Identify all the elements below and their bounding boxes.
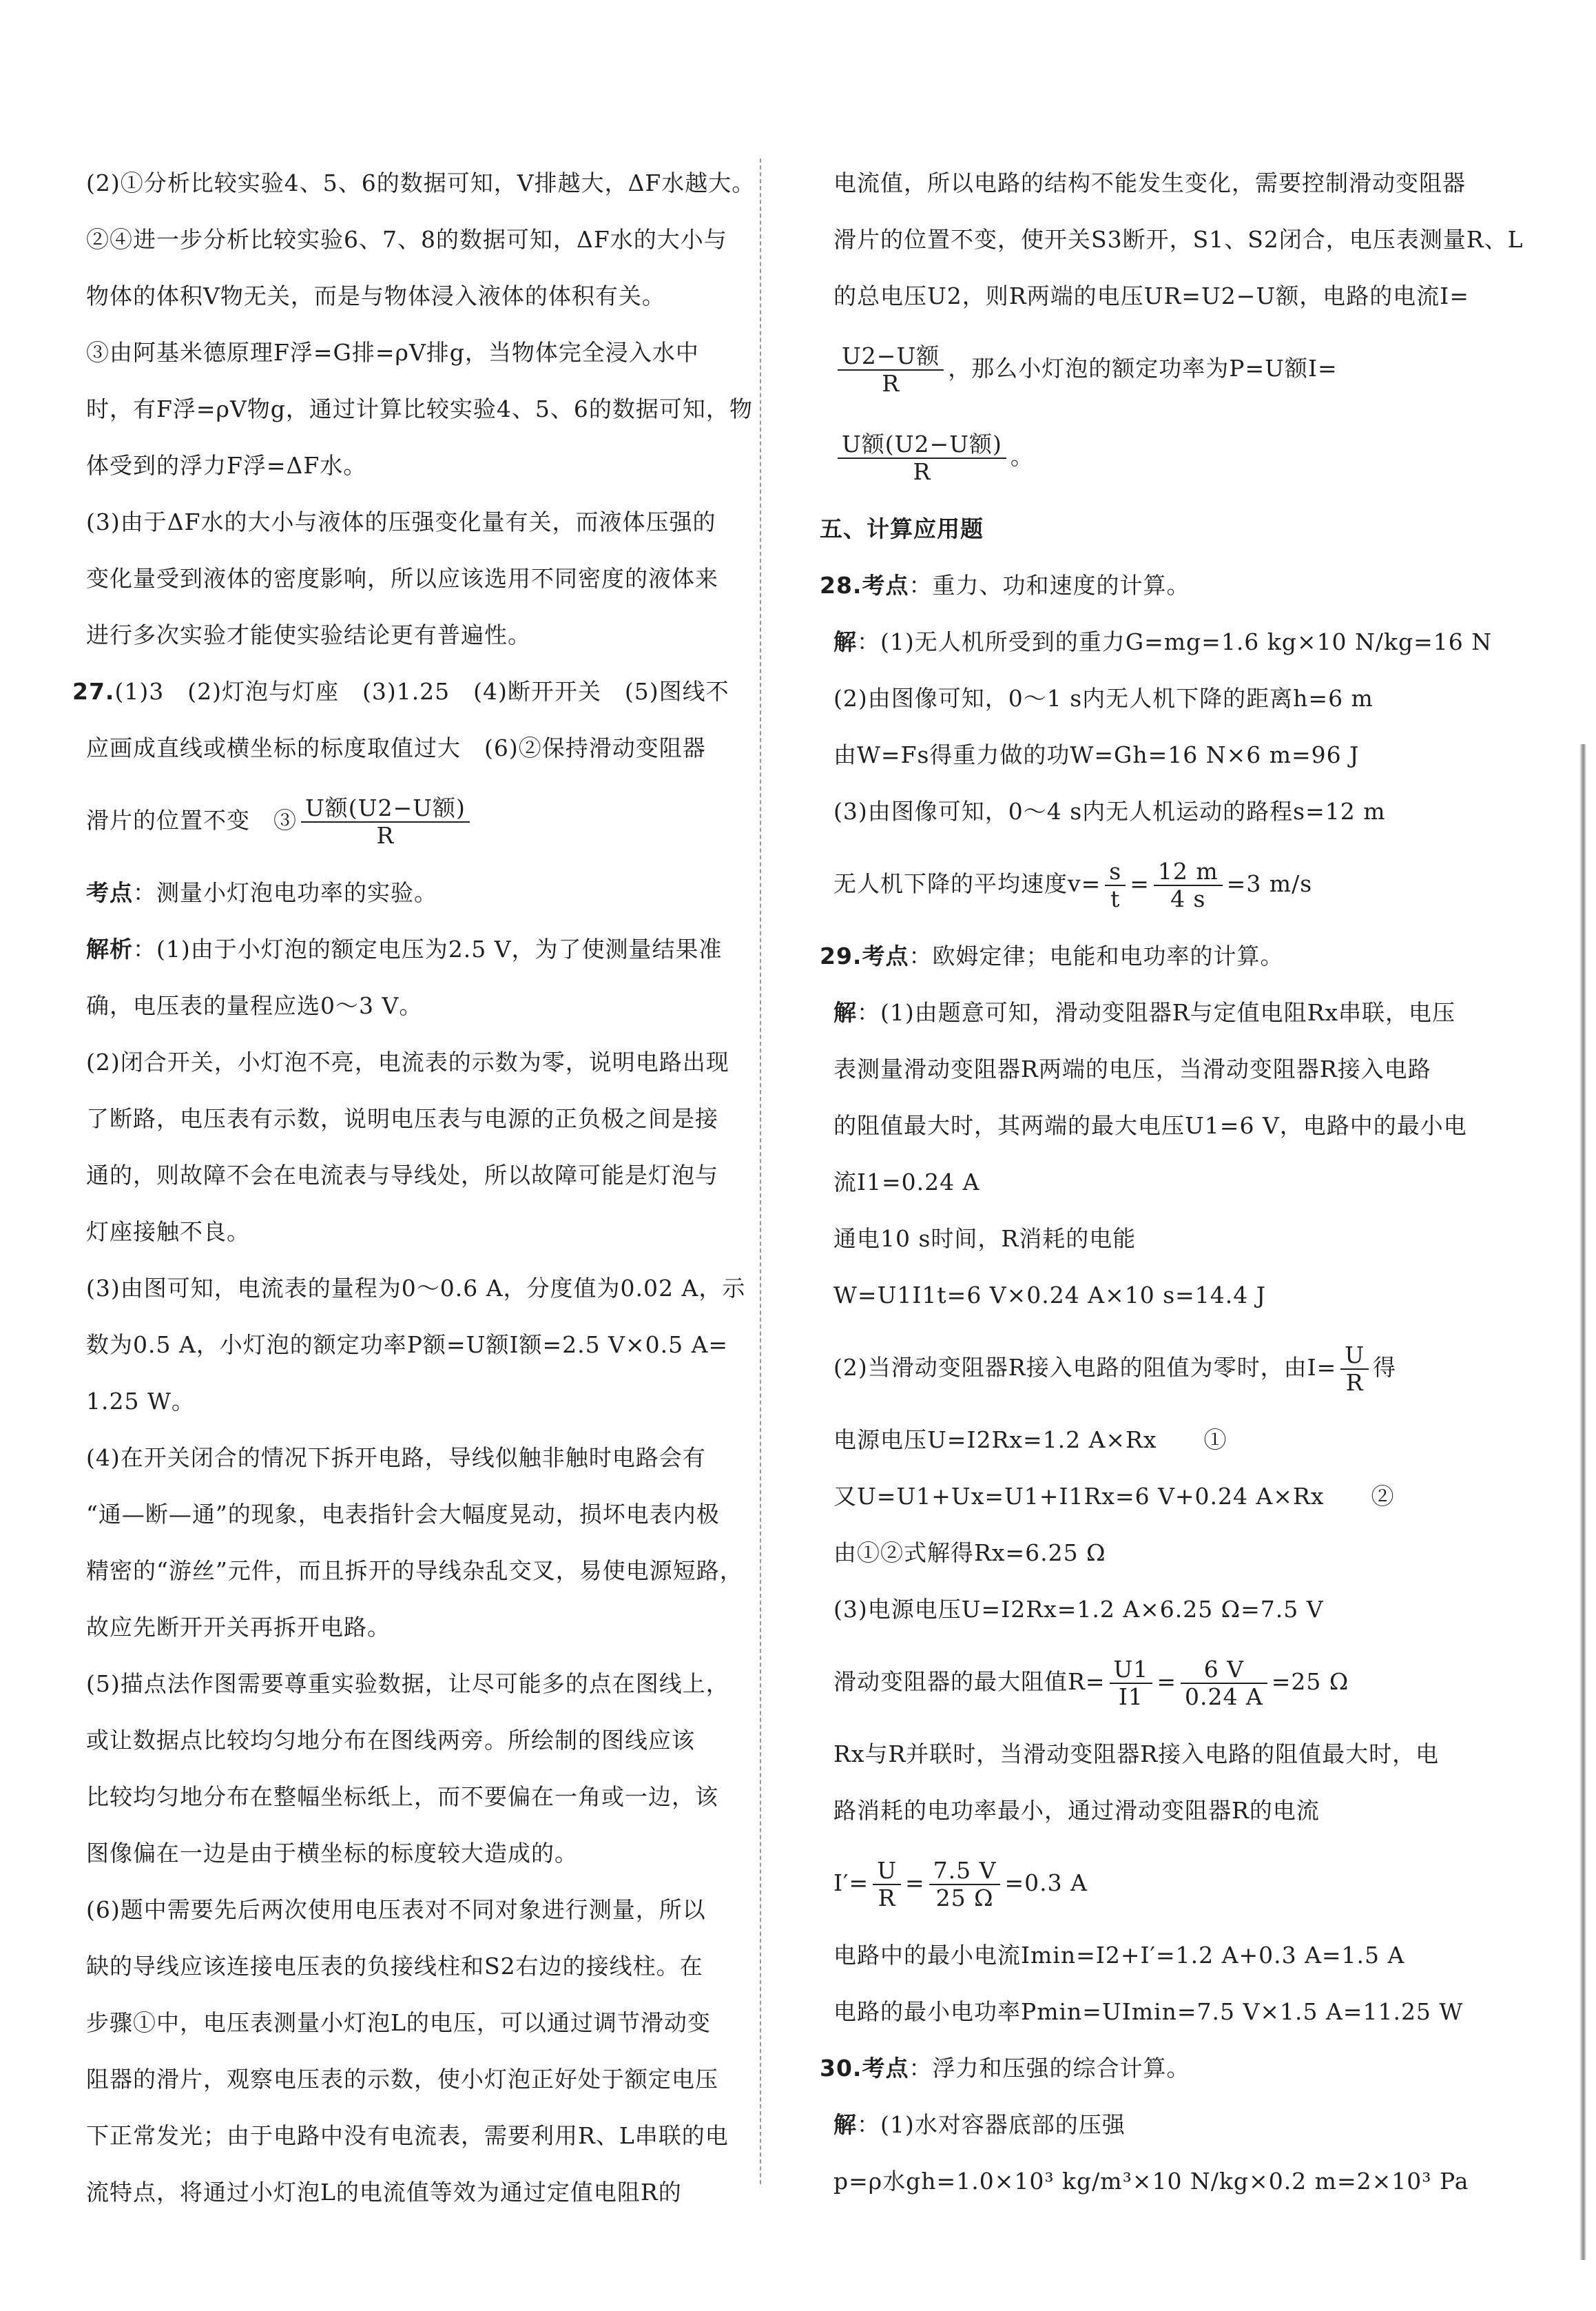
- formula-text: =: [1130, 870, 1150, 897]
- fraction-numerator: U2−U额: [838, 343, 944, 371]
- fraction-numerator: 7.5 V: [929, 1858, 1001, 1885]
- fraction-numerator: 12 m: [1154, 859, 1223, 886]
- text-line: 时，有F浮=ρV物g，通过计算比较实验4、5、6的数据可知，物: [86, 396, 753, 422]
- formula-line: [820, 840, 1522, 928]
- formula-text: 得: [1373, 1354, 1397, 1381]
- fraction-numerator: U额(U2−U额): [838, 431, 1006, 459]
- text-line: 灯座接触不良。: [86, 1218, 250, 1245]
- text-line: 阻器的滑片，观察电压表的示数，使小灯泡正好处于额定电压: [86, 2066, 718, 2093]
- jie-label: 解: [833, 628, 857, 655]
- fraction: [1181, 1656, 1267, 1710]
- formula-text: 。: [1010, 443, 1034, 470]
- fraction-numerator: 6 V: [1181, 1656, 1267, 1684]
- text-line: 图像偏在一边是由于横坐标的标度较大造成的。: [86, 1840, 578, 1867]
- text-line: 进行多次实验才能使实验结论更有普遍性。: [86, 622, 531, 648]
- text-line: (2)由图像可知，0～1 s内无人机下降的距离h=6 m: [833, 685, 1374, 712]
- text-line: ②④进一步分析比较实验6、7、8的数据可知，ΔF水的大小与: [86, 226, 727, 253]
- text-line: 由①②式解得Rx=6.25 Ω: [833, 1539, 1106, 1566]
- formula-text: 无人机下降的平均速度v=: [833, 870, 1101, 897]
- text-line: 物体的体积V物无关，而是与物体浸入液体的体积有关。: [86, 283, 665, 309]
- fraction-denominator: R: [882, 370, 900, 397]
- formula-line: [820, 325, 1522, 413]
- text-line: 比较均匀地分布在整幅坐标纸上，而不要偏在一角或一边，该: [86, 1783, 718, 1810]
- text-line: 通的，则故障不会在电流表与导线处，所以故障可能是灯泡与: [86, 1162, 718, 1189]
- jiexi-text: ：(1)由于小灯泡的额定电压为2.5 V，为了使测量结果准: [133, 936, 723, 963]
- formula-line: [820, 413, 1522, 501]
- question-28-line: [820, 557, 1522, 614]
- text-line: 滑片的位置不变，使开关S3断开，S1、S2闭合，电压表测量R、L: [833, 226, 1524, 253]
- left-column: [72, 155, 761, 2221]
- fraction: [1340, 1342, 1369, 1396]
- formula-text: =25 Ω: [1271, 1668, 1349, 1695]
- fraction-denominator: 0.24 A: [1184, 1683, 1263, 1710]
- text-line: 应画成直线或横坐标的标度取值过大 (6)②保持滑动变阻器: [86, 735, 706, 761]
- formula-line: [820, 1638, 1522, 1726]
- question-29-line: [820, 928, 1522, 985]
- kaodian-text: ：重力、功和速度的计算。: [909, 572, 1190, 599]
- text-line: 下正常发光；由于电路中没有电流表，需要利用R、L串联的电: [86, 2122, 729, 2149]
- formula-text: =3 m/s: [1226, 870, 1313, 897]
- fraction: [1154, 859, 1223, 912]
- text-line: (3)由图像可知，0～4 s内无人机运动的路程s=12 m: [833, 798, 1386, 825]
- text-line: 精密的“游丝”元件，而且拆开的导线杂乱交叉，易使电源短路，: [86, 1557, 743, 1584]
- text-line: “通—断—通”的现象，电表指针会大幅度晃动，损坏电表内极: [86, 1501, 720, 1528]
- fraction: [873, 1858, 901, 1911]
- fraction: [838, 431, 1006, 485]
- formula-text: =: [905, 1869, 925, 1896]
- fraction-denominator: R: [1345, 1369, 1364, 1396]
- fraction: [1105, 859, 1126, 912]
- kaodian-line: [72, 865, 761, 921]
- section-heading: 五、计算应用题: [820, 515, 984, 542]
- text-line: 由W=Fs得重力做的功W=Gh=16 N×6 m=96 J: [833, 741, 1360, 768]
- solution-line: [820, 2097, 1522, 2153]
- text-line: W=U1I1t=6 V×0.24 A×10 s=14.4 J: [833, 1282, 1266, 1308]
- fraction-numerator: s: [1105, 859, 1126, 886]
- text-line: 流I1=0.24 A: [833, 1169, 980, 1195]
- kaodian-label: 考点: [862, 943, 909, 969]
- text-line: 或让数据点比较均匀地分布在图线两旁。所绘制的图线应该: [86, 1727, 695, 1754]
- text-line: 确，电压表的量程应选0～3 V。: [86, 992, 423, 1019]
- right-column: [820, 155, 1522, 2210]
- text-line: (3)电源电压U=I2Rx=1.2 A×6.25 Ω=7.5 V: [833, 1596, 1324, 1623]
- text-line: 故应先断开开关再拆开电路。: [86, 1614, 391, 1641]
- jiexi-label: 解析: [86, 936, 133, 963]
- formula-text: I′=: [833, 1869, 869, 1896]
- text-line: 步骤①中，电压表测量小灯泡L的电压，可以通过调节滑动变: [86, 2009, 711, 2036]
- text-line: (6)题中需要先后两次使用电压表对不同对象进行测量，所以: [86, 1896, 706, 1923]
- formula-text: (2)当滑动变阻器R接入电路的阻值为零时，由I=: [833, 1354, 1337, 1381]
- formula-line: [820, 1324, 1522, 1412]
- text-line: 电流值，所以电路的结构不能发生变化，需要控制滑动变阻器: [833, 170, 1466, 196]
- fraction: [1110, 1656, 1153, 1710]
- text-line: 的阻值最大时，其两端的最大电压U1=6 V，电路中的最小电: [833, 1112, 1467, 1139]
- question-27-line: [72, 664, 761, 720]
- text-line: 了断路，电压表有示数，说明电压表与电源的正负极之间是接: [86, 1105, 718, 1132]
- answer-text: (1)3 (2)灯泡与灯座 (3)1.25 (4)断开开关 (5)图线不: [114, 678, 729, 705]
- text-line: Rx与R并联时，当滑动变阻器R接入电路的阻值最大时，电: [833, 1740, 1440, 1767]
- question-27-formula-line: [72, 777, 761, 865]
- formula-text: 滑动变阻器的最大阻值R=: [833, 1668, 1106, 1695]
- kaodian-label: 考点: [862, 572, 909, 599]
- text-line: 体受到的浮力F浮=ΔF水。: [86, 452, 367, 479]
- formula-text: =: [1157, 1668, 1177, 1695]
- fraction-numerator: U1: [1110, 1656, 1153, 1684]
- question-number: 30.: [820, 2055, 862, 2082]
- kaodian-text: ：欧姆定律；电能和电功率的计算。: [909, 943, 1284, 969]
- text-line: (4)在开关闭合的情况下拆开电路，导线似触非触时电路会有: [86, 1444, 706, 1471]
- fraction: [929, 1858, 1001, 1911]
- question-number: 29.: [820, 943, 862, 969]
- fraction-denominator: 25 Ω: [935, 1884, 994, 1911]
- text-line: (3)由于ΔF水的大小与液体的压强变化量有关，而液体压强的: [86, 509, 716, 535]
- jie-label: 解: [833, 999, 857, 1026]
- text-line: 电路的最小电功率Pmin=UImin=7.5 V×1.5 A=11.25 W: [833, 1998, 1464, 2025]
- solution-text: ：(1)无人机所受到的重力G=mg=1.6 kg×10 N/kg=16 N: [857, 628, 1493, 655]
- text-line: 流特点，将通过小灯泡L的电流值等效为通过定值电阻R的: [86, 2179, 682, 2206]
- kaodian-label: 考点: [86, 879, 133, 906]
- text-line: 缺的导线应该连接电压表的负接线柱和S2右边的接线柱。在: [86, 1953, 703, 1980]
- solution-text: ：(1)由题意可知，滑动变阻器R与定值电阻Rx串联，电压: [857, 999, 1456, 1026]
- question-30-line: [820, 2040, 1522, 2097]
- text-line: p=ρ水gh=1.0×10³ kg/m³×10 N/kg×0.2 m=2×10³ Pa: [833, 2168, 1469, 2195]
- text-line: (2)闭合开关，小灯泡不亮，电流表的示数为零，说明电路出现: [86, 1049, 729, 1076]
- fraction-numerator: U额(U2−U额): [301, 795, 470, 823]
- fraction: [838, 343, 944, 397]
- text-line: 变化量受到液体的密度影响，所以应该选用不同密度的液体来: [86, 565, 718, 592]
- text-line: (3)由图可知，电流表的量程为0～0.6 A，分度值为0.02 A，示: [86, 1275, 746, 1302]
- question-number: 28.: [820, 572, 862, 599]
- jie-label: 解: [833, 2111, 857, 2138]
- formula-line: [820, 1839, 1522, 1927]
- jiexi-line: [72, 921, 761, 978]
- text-line: 表测量滑动变阻器R两端的电压，当滑动变阻器R接入电路: [833, 1056, 1431, 1082]
- fraction-denominator: 4 s: [1170, 885, 1206, 912]
- text-line: (5)描点法作图需要尊重实验数据，让尽可能多的点在图线上，: [86, 1670, 729, 1697]
- text-line: (2)①分析比较实验4、5、6的数据可知，V排越大，ΔF水越大。: [86, 170, 756, 196]
- solution-text: ：(1)水对容器底部的压强: [857, 2111, 1126, 2138]
- formula-text: =0.3 A: [1004, 1869, 1088, 1896]
- scan-edge-shadow: [1579, 744, 1586, 2260]
- text-line: 通电10 s时间，R消耗的电能: [833, 1225, 1137, 1252]
- text-line: 数为0.5 A，小灯泡的额定功率P额=U额I额=2.5 V×0.5 A=: [86, 1331, 729, 1358]
- text-line: 的总电压U2，则R两端的电压UR=U2−U额，电路的电流I=: [833, 283, 1469, 309]
- kaodian-text: ：浮力和压强的综合计算。: [909, 2055, 1190, 2082]
- kaodian-label: 考点: [862, 2055, 909, 2082]
- fraction-denominator: R: [376, 822, 395, 849]
- text-line: ③由阿基米德原理F浮=G排=ρV排g，当物体完全浸入水中: [86, 339, 699, 366]
- fraction-denominator: I1: [1118, 1683, 1143, 1710]
- solution-line: [820, 985, 1522, 1041]
- text-line: 又U=U1+Ux=U1+I1Rx=6 V+0.24 A×Rx ②: [833, 1483, 1395, 1510]
- answer-text: 滑片的位置不变 ③: [86, 807, 297, 834]
- text-line: 1.25 W。: [86, 1388, 195, 1415]
- fraction-numerator: U: [873, 1858, 901, 1885]
- formula-text: ，那么小灯泡的额定功率为P=U额I=: [948, 355, 1338, 382]
- solution-line: [820, 614, 1522, 670]
- fraction-numerator: U: [1340, 1342, 1369, 1370]
- fraction: [301, 795, 470, 849]
- text-line: 电路中的最小电流Imin=I2+I′=1.2 A+0.3 A=1.5 A: [833, 1942, 1405, 1969]
- fraction-denominator: R: [878, 1884, 896, 1911]
- kaodian-text: ：测量小灯泡电功率的实验。: [133, 879, 437, 906]
- fraction-denominator: t: [1110, 885, 1121, 912]
- fraction-denominator: R: [913, 458, 931, 485]
- text-line: 路消耗的电功率最小，通过滑动变阻器R的电流: [833, 1797, 1320, 1824]
- question-number: 27.: [72, 678, 115, 705]
- text-line: 电源电压U=I2Rx=1.2 A×Rx ①: [833, 1426, 1227, 1453]
